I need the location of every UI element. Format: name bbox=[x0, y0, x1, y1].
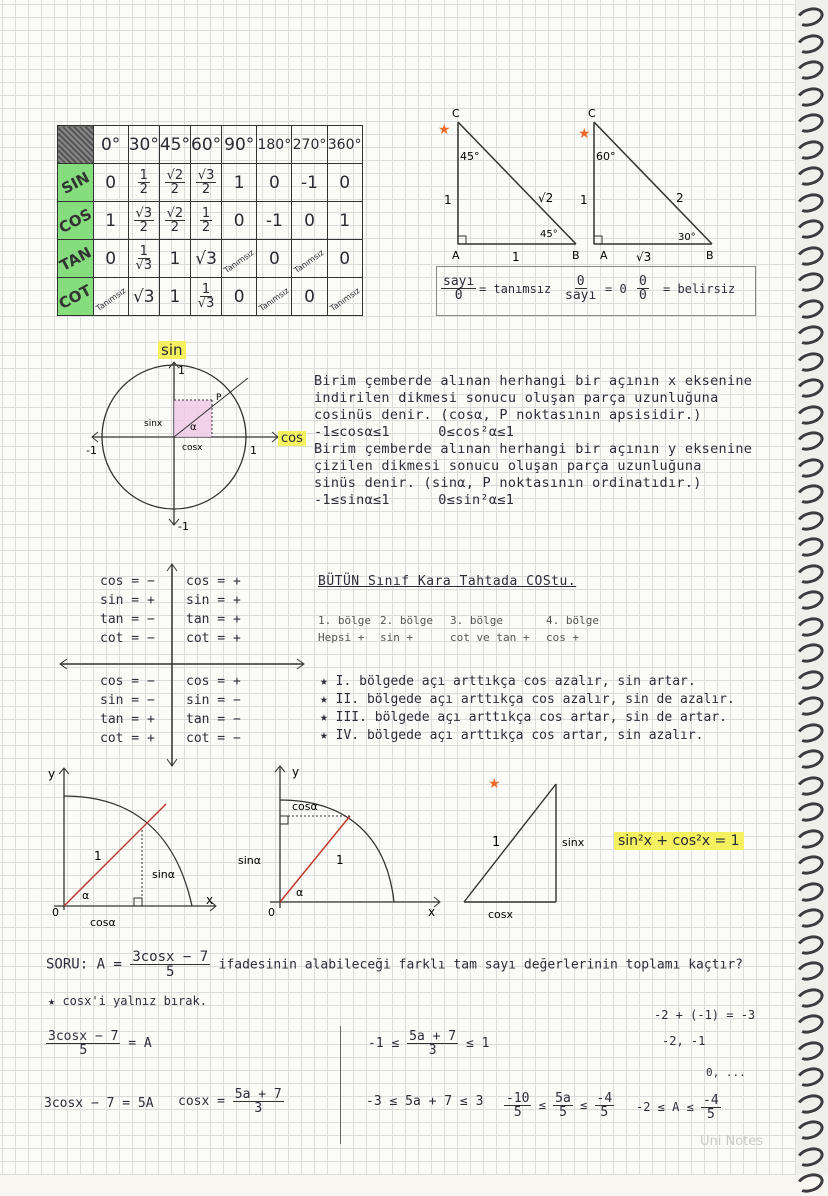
tri3-bottom-label: cosx bbox=[488, 908, 514, 920]
alpha-label: α bbox=[190, 422, 197, 433]
angle-header: 360° bbox=[327, 126, 362, 164]
spiral-ring bbox=[794, 826, 826, 852]
spiral-ring bbox=[794, 852, 826, 878]
sign-item: cot = + bbox=[100, 731, 155, 746]
tri2-hyp: 2 bbox=[676, 191, 684, 205]
table-cell: $\frac{1}{√3}$ bbox=[128, 240, 159, 278]
note-item: ★ III. bölgede açı arttıkça cos artar, sin de artar. bbox=[320, 710, 727, 725]
sign-item: sin = − bbox=[100, 693, 155, 708]
tri2-left: 1 bbox=[580, 193, 588, 207]
tri1-angle-top: 45° bbox=[460, 150, 480, 163]
quadrant-1-signs bbox=[186, 572, 241, 648]
m3-den: 5 bbox=[513, 1105, 522, 1120]
r4-num: -4 bbox=[703, 1093, 719, 1108]
table-cell: 0 bbox=[93, 240, 128, 278]
m3-den: 5 bbox=[559, 1105, 567, 1120]
result-range bbox=[636, 1094, 721, 1121]
g2-right-angle bbox=[280, 816, 288, 824]
cosx-label: cosx bbox=[182, 443, 203, 453]
m3a-frac bbox=[504, 1092, 531, 1119]
g2-alpha: α bbox=[296, 886, 304, 899]
spiral-ring bbox=[794, 481, 826, 507]
angle-header: 60° bbox=[191, 126, 222, 164]
spiral-ring bbox=[794, 640, 826, 666]
table-cell: 0 bbox=[327, 240, 362, 278]
spiral-ring bbox=[794, 1064, 826, 1090]
sign-item: tan = − bbox=[186, 712, 241, 727]
angle-header: 180° bbox=[257, 126, 292, 164]
sign-item: cot = − bbox=[100, 631, 155, 646]
tri1-label-b: B bbox=[572, 249, 580, 262]
bolge-fn: sin + bbox=[380, 631, 414, 644]
m3c-frac bbox=[595, 1092, 615, 1119]
triangle-3 bbox=[460, 770, 610, 920]
table-cell: $\frac{1}{2}$ bbox=[128, 164, 159, 202]
soru-num: 3cosx − 7 bbox=[132, 949, 209, 965]
soru-tip: ★ cosx'i yalnız bırak. bbox=[48, 994, 207, 1008]
spiral-ring bbox=[794, 1144, 826, 1170]
rule2-result: = 0 bbox=[605, 282, 627, 296]
y-neg-one: -1 bbox=[178, 520, 189, 533]
mnemonic-title: BÜTÜN Sınıf Kara Tahtada COStu. bbox=[318, 574, 577, 589]
point-p: P bbox=[216, 393, 222, 403]
spiral-ring bbox=[794, 163, 826, 189]
spiral-ring bbox=[794, 349, 826, 375]
rule1-den: 0 bbox=[454, 288, 463, 303]
sign-item: cos = − bbox=[100, 574, 155, 589]
def-line: sinüs denir. (sinα, P noktasının ordinatıdır.) bbox=[314, 475, 702, 491]
spiral-ring bbox=[794, 1170, 826, 1196]
def-line bbox=[314, 492, 784, 509]
spiral-ring bbox=[794, 137, 826, 163]
s1-num: 3cosx − 7 bbox=[48, 1029, 119, 1044]
g1-cos: cosα bbox=[90, 916, 116, 929]
rule3-num: 0 bbox=[639, 274, 647, 289]
tri1-hyp: √2 bbox=[538, 191, 554, 205]
tri2-right-angle bbox=[594, 236, 602, 244]
spiral-ring bbox=[794, 322, 826, 348]
solution-step-2: 3cosx − 7 = 5A bbox=[44, 1096, 154, 1111]
sin-axis-label: sin bbox=[158, 341, 186, 359]
triangle-45-45 bbox=[436, 104, 594, 264]
middle-step-3: $\frac{-10}{5}$ ≤ $\frac{5a}{5}$ ≤ $\frac{-4}{5}$ bbox=[506, 1091, 613, 1120]
tri1-hypotenuse bbox=[458, 122, 576, 244]
g2-sin: sinα bbox=[238, 854, 262, 867]
result-values: -2, -1 bbox=[662, 1034, 706, 1048]
spiral-ring bbox=[794, 375, 826, 401]
m1b: ≤ 1 bbox=[465, 1036, 490, 1051]
tri1-left: 1 bbox=[444, 193, 452, 207]
spiral-ring bbox=[794, 216, 826, 242]
rule3-den: 0 bbox=[639, 288, 647, 303]
def-line bbox=[314, 424, 784, 441]
sin2-range: 0≤sin²α≤1 bbox=[438, 492, 515, 508]
m1-num: 5a + 7 bbox=[409, 1029, 457, 1044]
table-cell: Tanımsız bbox=[327, 278, 362, 316]
g1-radius bbox=[64, 804, 166, 906]
table-cell: √3 bbox=[191, 240, 222, 278]
mnemonic-bolge-row bbox=[318, 614, 599, 627]
bolge-fn: Hepsi + bbox=[318, 631, 365, 644]
table-cell: √3 bbox=[128, 278, 159, 316]
table-cell: $\frac{√2}{2}$ bbox=[159, 202, 190, 240]
sign-item: cos = + bbox=[186, 574, 241, 589]
spiral-ring bbox=[794, 296, 826, 322]
spiral-ring bbox=[794, 110, 826, 136]
tri1-label-a: A bbox=[452, 249, 460, 262]
spiral-ring bbox=[794, 587, 826, 613]
spiral-ring bbox=[794, 455, 826, 481]
note-item: ★ IV. bölgede açı arttıkça cos artar, sin azalır. bbox=[320, 728, 704, 743]
s1-den: 5 bbox=[79, 1043, 88, 1058]
sign-item: cot = − bbox=[186, 731, 241, 746]
quadrant-axes bbox=[58, 562, 308, 770]
table-cell: Tanımsız bbox=[93, 278, 128, 316]
spiral-ring bbox=[794, 508, 826, 534]
result-zero: 0, ... bbox=[706, 1066, 746, 1079]
tri3-right-label: sinx bbox=[562, 836, 585, 849]
tri1-label-c: C bbox=[452, 107, 460, 120]
angle-header: 0° bbox=[93, 126, 128, 164]
g2-x-label: x bbox=[428, 905, 436, 919]
table-cell: -1 bbox=[292, 164, 327, 202]
soru-line bbox=[46, 950, 743, 979]
table-cell: Tanımsız bbox=[292, 240, 327, 278]
sign-item: cos = + bbox=[186, 674, 241, 689]
rule2-den: sayı bbox=[565, 288, 597, 303]
tri1-angle-right: 45° bbox=[540, 229, 558, 240]
bolge-label: 1. bölge bbox=[318, 614, 371, 627]
sign-item: cot = + bbox=[186, 631, 241, 646]
middle-step-2: -3 ≤ 5a + 7 ≤ 3 bbox=[366, 1094, 484, 1109]
tri2-bottom: √3 bbox=[636, 250, 652, 264]
m1a: -1 ≤ bbox=[368, 1036, 400, 1051]
table-cell: 0 bbox=[93, 164, 128, 202]
trig-table bbox=[57, 125, 363, 316]
quadrant-2-signs bbox=[100, 572, 155, 648]
soru-a: A = bbox=[96, 956, 122, 973]
tri1-bottom: 1 bbox=[512, 250, 520, 264]
spiral-ring bbox=[794, 84, 826, 110]
m3b-frac bbox=[553, 1092, 573, 1119]
table-cell: $\frac{1}{2}$ bbox=[191, 202, 222, 240]
spiral-ring bbox=[794, 746, 826, 772]
g1-right-angle bbox=[134, 898, 142, 906]
table-cell: $\frac{1}{√3}$ bbox=[191, 278, 222, 316]
spiral-ring bbox=[794, 667, 826, 693]
rule3-frac bbox=[637, 275, 649, 302]
table-cell: 0 bbox=[327, 164, 362, 202]
g2-one: 1 bbox=[336, 853, 344, 867]
table-cell: $\frac{√2}{2}$ bbox=[159, 164, 190, 202]
spiral-ring bbox=[794, 1011, 826, 1037]
spiral-ring bbox=[794, 958, 826, 984]
spiral-ring bbox=[794, 402, 826, 428]
tri3-hyp-label: 1 bbox=[492, 835, 501, 850]
angle-header: 90° bbox=[222, 126, 257, 164]
watermark: Uni Notes bbox=[700, 1134, 764, 1149]
pythagorean-identity: sin²x + cos²x = 1 bbox=[614, 832, 744, 850]
spiral-ring bbox=[794, 561, 826, 587]
table-cell: 0 bbox=[292, 202, 327, 240]
g2-cos: cosα bbox=[292, 800, 318, 813]
r4a: -2 ≤ A ≤ bbox=[636, 1100, 694, 1114]
table-cell: Tanımsız bbox=[257, 278, 292, 316]
soru-label: SORU: bbox=[46, 956, 89, 973]
g2-origin: 0 bbox=[268, 906, 275, 919]
tri2-label-a: A bbox=[600, 249, 608, 262]
fn-label-cot: COT bbox=[58, 278, 94, 316]
s1-eq: = A bbox=[128, 1036, 152, 1051]
tri2-angle-right: 30° bbox=[678, 232, 696, 243]
spiral-ring bbox=[794, 269, 826, 295]
table-cell: 1 bbox=[159, 240, 190, 278]
table-cell: 0 bbox=[222, 278, 257, 316]
bolge-label: 2. bölge bbox=[380, 614, 433, 627]
fn-label-sin: SIN bbox=[58, 164, 94, 202]
cos2-range: 0≤cos²α≤1 bbox=[438, 424, 515, 440]
spiral-ring bbox=[794, 932, 826, 958]
def-line: Birim çemberde alınan herhangi bir açının x eksenine bbox=[314, 373, 753, 389]
middle-step-1 bbox=[368, 1030, 489, 1057]
cos-range: -1≤cosα≤1 bbox=[314, 424, 390, 440]
rule1-num: sayı bbox=[443, 274, 475, 289]
m1-frac bbox=[407, 1030, 458, 1057]
unit-circle bbox=[82, 340, 306, 540]
quadrant-4-signs bbox=[186, 672, 241, 748]
spiral-ring bbox=[794, 693, 826, 719]
def-line: çizilen dikmesi sonucu oluşan parça uzunluğuna bbox=[314, 458, 702, 474]
angle-header: 30° bbox=[128, 126, 159, 164]
def-line: cosinüs denir. (cosα, P noktasının apsisidir.) bbox=[314, 407, 702, 423]
g1-origin: 0 bbox=[52, 906, 59, 919]
quadrant-notes bbox=[320, 673, 735, 745]
spiral-ring bbox=[794, 1117, 826, 1143]
rule2-frac bbox=[563, 275, 598, 302]
quadrant-3-signs bbox=[100, 672, 155, 748]
rule1-result: = tanımsız bbox=[479, 282, 552, 296]
spiral-ring bbox=[794, 534, 826, 560]
tri2-label-c: C bbox=[588, 107, 596, 120]
bolge-label: 3. bölge bbox=[450, 614, 503, 627]
spiral-ring bbox=[794, 985, 826, 1011]
m1-den: 3 bbox=[428, 1043, 437, 1058]
table-cell: 0 bbox=[257, 164, 292, 202]
spiral-ring bbox=[794, 1038, 826, 1064]
spiral-ring bbox=[794, 190, 826, 216]
spiral-binding bbox=[796, 0, 828, 1175]
spiral-ring bbox=[794, 773, 826, 799]
bolge-label: 4. bölge bbox=[546, 614, 599, 627]
r4-den: 5 bbox=[706, 1107, 715, 1122]
g2-y-label: y bbox=[292, 765, 300, 779]
g1-x-label: x bbox=[206, 893, 214, 907]
sign-item: cos = − bbox=[100, 674, 155, 689]
tri2-hypotenuse bbox=[594, 122, 712, 244]
s3-num: 5a + 7 bbox=[234, 1087, 282, 1102]
division-rules-box bbox=[436, 266, 756, 316]
x-one: 1 bbox=[250, 444, 257, 457]
tri1-right-angle bbox=[458, 236, 466, 244]
y-one: 1 bbox=[178, 364, 185, 377]
table-cell: 0 bbox=[257, 240, 292, 278]
m3b: 5a bbox=[555, 1091, 571, 1106]
table-corner bbox=[58, 126, 94, 164]
star-icon: ★ bbox=[488, 776, 501, 792]
m3-den: 5 bbox=[600, 1105, 609, 1120]
star-icon: ★ bbox=[438, 122, 451, 138]
x-neg-one: -1 bbox=[86, 444, 97, 457]
table-cell: 1 bbox=[159, 278, 190, 316]
triangle-30-60 bbox=[574, 104, 724, 264]
spiral-ring bbox=[794, 428, 826, 454]
sign-item: sin = + bbox=[100, 593, 155, 608]
sinx-label: sinx bbox=[144, 419, 163, 429]
spiral-ring bbox=[794, 879, 826, 905]
table-cell: -1 bbox=[257, 202, 292, 240]
soru-frac bbox=[130, 950, 210, 979]
table-cell: 1 bbox=[93, 202, 128, 240]
r4-frac bbox=[701, 1094, 721, 1121]
note-item: ★ I. bölgede açı arttıkça cos azalır, sin artar. bbox=[320, 674, 696, 689]
bolge-fn: cos + bbox=[546, 631, 580, 644]
table-cell: $\frac{√3}{2}$ bbox=[191, 164, 222, 202]
m3c: -4 bbox=[596, 1091, 613, 1106]
s3-frac bbox=[233, 1088, 284, 1115]
sign-item: tan = + bbox=[186, 612, 241, 627]
graph-1 bbox=[44, 762, 224, 932]
def-line: indirilen dikmesi sonucu oluşan parça uzunluğuna bbox=[314, 390, 719, 406]
fn-label-cos: COS bbox=[58, 202, 94, 240]
g1-alpha: α bbox=[82, 889, 90, 902]
tri3-hyp bbox=[464, 784, 556, 902]
cos-axis-label: cos bbox=[278, 431, 306, 446]
star-icon: ★ bbox=[578, 126, 591, 142]
spiral-ring bbox=[794, 243, 826, 269]
definitions bbox=[314, 373, 784, 509]
spiral-ring bbox=[794, 31, 826, 57]
graph-2 bbox=[230, 760, 450, 930]
spiral-ring bbox=[794, 905, 826, 931]
spiral-ring bbox=[794, 614, 826, 640]
spiral-ring bbox=[794, 57, 826, 83]
rule1-frac bbox=[441, 275, 476, 302]
s3-lhs: cosx = bbox=[178, 1094, 225, 1109]
solution-step-1 bbox=[46, 1030, 152, 1057]
table-cell: 1 bbox=[327, 202, 362, 240]
table-cell: 0 bbox=[222, 202, 257, 240]
spiral-ring bbox=[794, 1091, 826, 1117]
m3a: -10 bbox=[506, 1091, 530, 1106]
def-line: Birim çemberde alınan herhangi bir açının y eksenine bbox=[314, 441, 753, 457]
sin-range: -1≤sinα≤1 bbox=[314, 492, 390, 508]
g1-one: 1 bbox=[94, 849, 102, 863]
soru-text: ifadesinin alabileceği farklı tam sayı değerlerinin toplamı kaçtır? bbox=[218, 957, 744, 973]
solution-divider bbox=[340, 1026, 342, 1144]
fn-label-tan: TAN bbox=[58, 240, 94, 278]
spiral-ring bbox=[794, 799, 826, 825]
angle-header: 45° bbox=[159, 126, 190, 164]
rule2-num: 0 bbox=[576, 274, 585, 289]
table-cell: 1 bbox=[222, 164, 257, 202]
table-cell: 0 bbox=[292, 278, 327, 316]
result-sum: -2 + (-1) = -3 bbox=[654, 1008, 756, 1022]
table-cell: Tanımsız bbox=[222, 240, 257, 278]
mnemonic-fn-row bbox=[318, 631, 579, 644]
s3-den: 3 bbox=[254, 1101, 263, 1116]
sign-item: tan = + bbox=[100, 712, 155, 727]
s1-frac bbox=[46, 1030, 120, 1057]
bolge-fn: cot ve tan + bbox=[450, 631, 530, 644]
solution-step-3 bbox=[178, 1088, 284, 1115]
tri2-angle-top: 60° bbox=[596, 150, 616, 163]
sign-item: sin = + bbox=[186, 593, 241, 608]
note-item: ★ II. bölgede açı arttıkça cos azalır, sin de azalır. bbox=[320, 692, 735, 707]
rule3-result: = belirsiz bbox=[663, 282, 736, 296]
g1-sin: sinα bbox=[152, 868, 176, 881]
tri2-label-b: B bbox=[706, 249, 714, 262]
spiral-ring bbox=[794, 4, 826, 30]
spiral-ring bbox=[794, 720, 826, 746]
soru-den: 5 bbox=[166, 964, 175, 980]
table-cell: $\frac{√3}{2}$ bbox=[128, 202, 159, 240]
angle-header: 270° bbox=[292, 126, 327, 164]
sign-item: sin = − bbox=[186, 693, 241, 708]
sign-item: tan = − bbox=[100, 612, 155, 627]
g1-y-label: y bbox=[48, 767, 56, 781]
